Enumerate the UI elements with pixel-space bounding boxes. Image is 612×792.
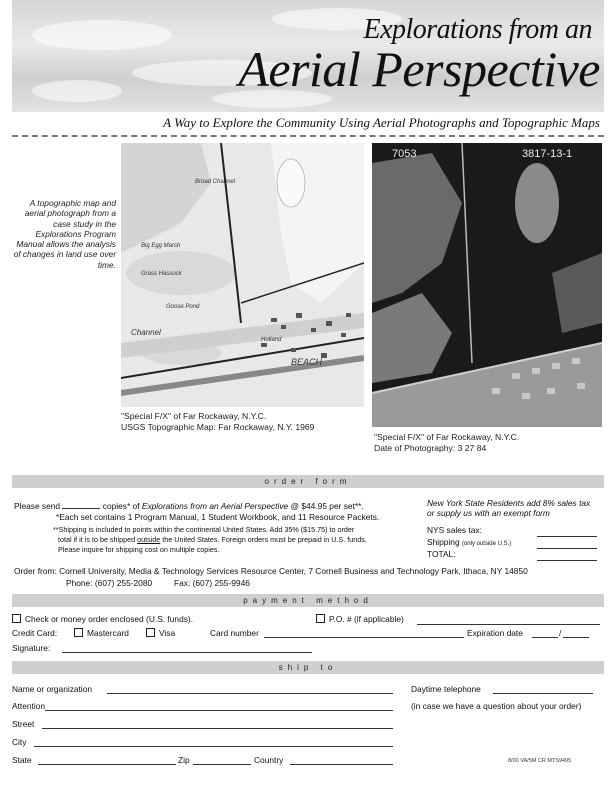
order-from-address: Order from: Cornell University, Media & Technology Services Resource Center, 7 Cornell Business and Technology Park, Ithaca, NY 14850 [14,566,528,576]
check-option[interactable] [12,614,193,624]
po-number-field[interactable] [417,624,600,625]
photo-caption-2: Date of Photography: 3 27 84 [374,443,487,453]
street-label: Street [12,719,35,729]
map-label-holland: Holland [261,337,282,343]
each-set-note: *Each set contains 1 Program Manual, 1 Student Workbook, and 11 Resource Packets. [56,512,380,522]
send-title: Explorations from an Aerial Perspective [141,501,289,511]
photo-label-roll: 3817-13-1 [522,148,573,160]
title-line-1: Explorations from an [363,14,592,45]
map-caption-2: USGS Topographic Map: Far Rockaway, N.Y. 1969 [121,422,315,432]
city-field[interactable] [34,746,393,747]
divider-top [12,135,604,137]
shipping-row [427,537,511,549]
shipping-note-3: Please inquire for shipping cost on multiple copies. [58,545,220,554]
shipping-label: Shipping [427,537,460,547]
shipping-note-outside: outside [137,535,161,544]
country-field[interactable] [290,764,393,765]
subtitle: A Way to Explore the Community Using Aerial Photographs and Topographic Maps [163,115,600,130]
po-option[interactable] [316,614,404,624]
card-number-field[interactable] [264,637,464,638]
daytime-phone-field[interactable] [493,693,593,694]
daytime-phone-note: (in case we have a question about your order) [411,701,582,711]
country-label: Country [254,755,284,765]
expiration-slash: / [559,628,562,638]
map-label-big-egg-marsh: Big Egg Marsh [141,243,181,249]
shipping-note-2 [58,535,367,544]
mastercard-option[interactable] [74,628,129,638]
zip-field[interactable] [193,764,251,765]
send-prefix: Please send [14,501,61,511]
sales-tax-field[interactable] [537,536,597,537]
signature-field[interactable] [62,652,312,653]
daytime-phone-label: Daytime telephone [411,684,481,694]
state-field[interactable] [38,764,176,765]
attention-label: Attention [12,701,46,711]
footer-code: 8/00 VA/5M CR MTS9495 [508,758,572,764]
shipping-note-2b: the United States. Foreign orders must be prepaid in U.S. funds. [160,535,367,544]
phone-number: Phone: (607) 255-2080 [66,578,153,588]
street-field[interactable] [42,728,393,729]
map-label-grass-hassock: Grass Hassock [141,271,182,277]
shipping-note-1: **Shipping is included to points within the continental United States. Add 35% ($15.75) to order [53,525,355,534]
shipping-note-2a: total if it is to be shipped [58,535,138,544]
payment-method-heading: payment method [12,594,604,607]
expiration-label: Expiration date [467,628,523,638]
mastercard-label: Mastercard [87,628,129,638]
total-field[interactable] [537,560,597,561]
photo-caption-1: "Special F/X" of Far Rockaway, N.Y.C. [374,432,520,442]
visa-label: Visa [159,628,176,638]
total-label: TOTAL: [427,549,456,559]
zip-label: Zip [178,755,190,765]
send-suffix: @ $44.95 per set**. [288,501,364,511]
fax-number: Fax: (607) 255-9946 [174,578,250,588]
copies-field[interactable] [62,500,100,509]
visa-checkbox[interactable] [146,628,155,637]
name-field[interactable] [107,693,393,694]
attention-field[interactable] [45,710,393,711]
order-quantity-line [14,500,364,512]
city-label: City [12,737,27,747]
name-label: Name or organization [12,684,93,694]
map-label-beach: BEACH [291,357,323,367]
po-label: P.O. # (if applicable) [329,614,404,624]
shipping-sublabel: (only outside U.S.) [461,541,512,547]
map-label-channel: Channel [131,328,161,337]
state-label: State [12,755,32,765]
card-number-label: Card number [210,628,259,638]
expiration-month-field[interactable] [532,637,558,638]
aerial-photograph-image [372,143,602,427]
sales-tax-label: NYS sales tax: [427,525,482,535]
visa-option[interactable] [146,628,175,638]
order-form-heading: order form [12,475,604,488]
check-label: Check or money order enclosed (U.S. funds). [25,614,194,624]
check-checkbox[interactable] [12,614,21,623]
ny-note-1: New York State Residents add 8% sales tax [427,498,591,508]
topographic-map-image [121,143,364,407]
signature-label: Signature: [12,643,51,653]
map-label-broad-channel: Broad Channel [195,179,236,185]
po-checkbox[interactable] [316,614,325,623]
mastercard-checkbox[interactable] [74,628,83,637]
expiration-year-field[interactable] [563,637,589,638]
shipping-field[interactable] [537,548,597,549]
credit-card-label: Credit Card: [12,628,58,638]
side-caption: A topographic map and aerial photograph from a case study in the Explorations Program Manual allows the analysis of changes in land use over time. [13,198,116,270]
send-mid: copies* of [102,501,142,511]
ship-to-heading: ship to [12,661,604,674]
title-line-2: Aerial Perspective [238,41,600,97]
map-label-goose-pond: Goose Pond [166,304,200,310]
photo-label-frame: 7053 [392,148,417,160]
ny-note-2: or supply us with an exempt form [427,508,550,518]
map-caption-1: "Special F/X" of Far Rockaway, N.Y.C. [121,411,267,421]
